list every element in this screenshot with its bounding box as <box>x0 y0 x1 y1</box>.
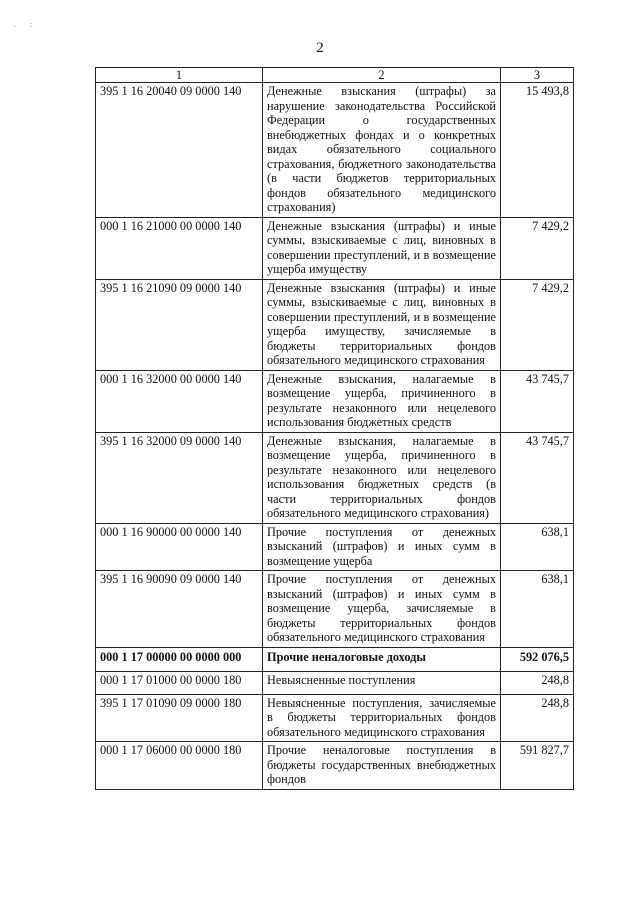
amount-cell: 638,1 <box>501 523 574 571</box>
description-cell: Денежные взыскания, налагаемые в возмещение ущерба, причиненного в результате незаконного или нецелевого использования бюджетных средств <box>263 370 501 432</box>
description-cell: Прочие поступления от денежных взысканий (штрафов) и иных сумм в возмещение ущерба <box>263 523 501 571</box>
description-cell: Денежные взыскания (штрафы) и иные суммы, взыскиваемые с лиц, виновных в совершении преступлений, и в возмещение ущерба имуществу, зачисляемые в бюджеты территориальных фондов обязательного медицинского страхования <box>263 279 501 370</box>
classification-code-cell: 000 1 16 90000 00 0000 140 <box>96 523 263 571</box>
table-row <box>96 672 574 695</box>
classification-code-cell: 395 1 17 01090 09 0000 180 <box>96 694 263 742</box>
classification-code-cell: 395 1 16 90090 09 0000 140 <box>96 571 263 648</box>
description-cell: Прочие поступления от денежных взысканий (штрафов) и иных сумм в возмещение ущерба, зачисляемые в бюджеты территориальных фондов обязательного медицинского страхования <box>263 571 501 648</box>
amount-cell: 7 429,2 <box>501 217 574 279</box>
description-cell: Денежные взыскания (штрафы) за нарушение законодательства Российской Федерации о государственных внебюджетных фондах и о конкретных видах обязательного социального страхования, бюджетного законодательства (в части бюджетов территориальных фондов обязательного медицинского страхования) <box>263 83 501 218</box>
classification-code-cell: 000 1 17 01000 00 0000 180 <box>96 672 263 695</box>
table-row <box>96 694 574 742</box>
column-header-amount: 3 <box>501 68 574 83</box>
classification-code-cell: 395 1 16 32000 09 0000 140 <box>96 432 263 523</box>
table-row <box>96 217 574 279</box>
table-row <box>96 432 574 523</box>
classification-code-cell: 000 1 17 00000 00 0000 000 <box>96 647 263 672</box>
table-row <box>96 83 574 218</box>
table-row <box>96 370 574 432</box>
table-row <box>96 279 574 370</box>
classification-code-cell: 000 1 17 06000 00 0000 180 <box>96 742 263 790</box>
amount-cell: 592 076,5 <box>501 647 574 672</box>
table-row <box>96 523 574 571</box>
table-row <box>96 742 574 790</box>
page-number: 2 <box>316 40 324 56</box>
classification-code-cell: 395 1 16 21090 09 0000 140 <box>96 279 263 370</box>
description-cell: Невыясненные поступления, зачисляемые в бюджеты территориальных фондов обязательного медицинского страхования <box>263 694 501 742</box>
classification-code-cell: 000 1 16 21000 00 0000 140 <box>96 217 263 279</box>
amount-cell: 43 745,7 <box>501 432 574 523</box>
description-cell: Денежные взыскания, налагаемые в возмещение ущерба, причиненного в результате незаконного или нецелевого использования бюджетных средств (в части территориальных фондов обязательного медицинского страхования) <box>263 432 501 523</box>
description-cell: Невыясненные поступления <box>263 672 501 695</box>
amount-cell: 43 745,7 <box>501 370 574 432</box>
amount-cell: 638,1 <box>501 571 574 648</box>
table-body <box>96 83 574 790</box>
description-cell: Прочие неналоговые доходы <box>263 647 501 672</box>
table-row <box>96 571 574 648</box>
column-header-description: 2 <box>263 68 501 83</box>
column-header-code: 1 <box>96 68 263 83</box>
budget-revenue-table <box>95 67 574 790</box>
description-cell: Прочие неналоговые поступления в бюджеты государственных внебюджетных фондов <box>263 742 501 790</box>
scan-corner-marks: . : <box>14 20 39 29</box>
amount-cell: 591 827,7 <box>501 742 574 790</box>
header-row <box>96 68 574 83</box>
classification-code-cell: 395 1 16 20040 09 0000 140 <box>96 83 263 218</box>
amount-cell: 248,8 <box>501 694 574 742</box>
classification-code-cell: 000 1 16 32000 00 0000 140 <box>96 370 263 432</box>
table-header <box>96 68 574 83</box>
amount-cell: 7 429,2 <box>501 279 574 370</box>
description-cell: Денежные взыскания (штрафы) и иные суммы, взыскиваемые с лиц, виновных в совершении преступлений, и в возмещение ущерба имуществу <box>263 217 501 279</box>
table-row <box>96 647 574 672</box>
amount-cell: 248,8 <box>501 672 574 695</box>
amount-cell: 15 493,8 <box>501 83 574 218</box>
